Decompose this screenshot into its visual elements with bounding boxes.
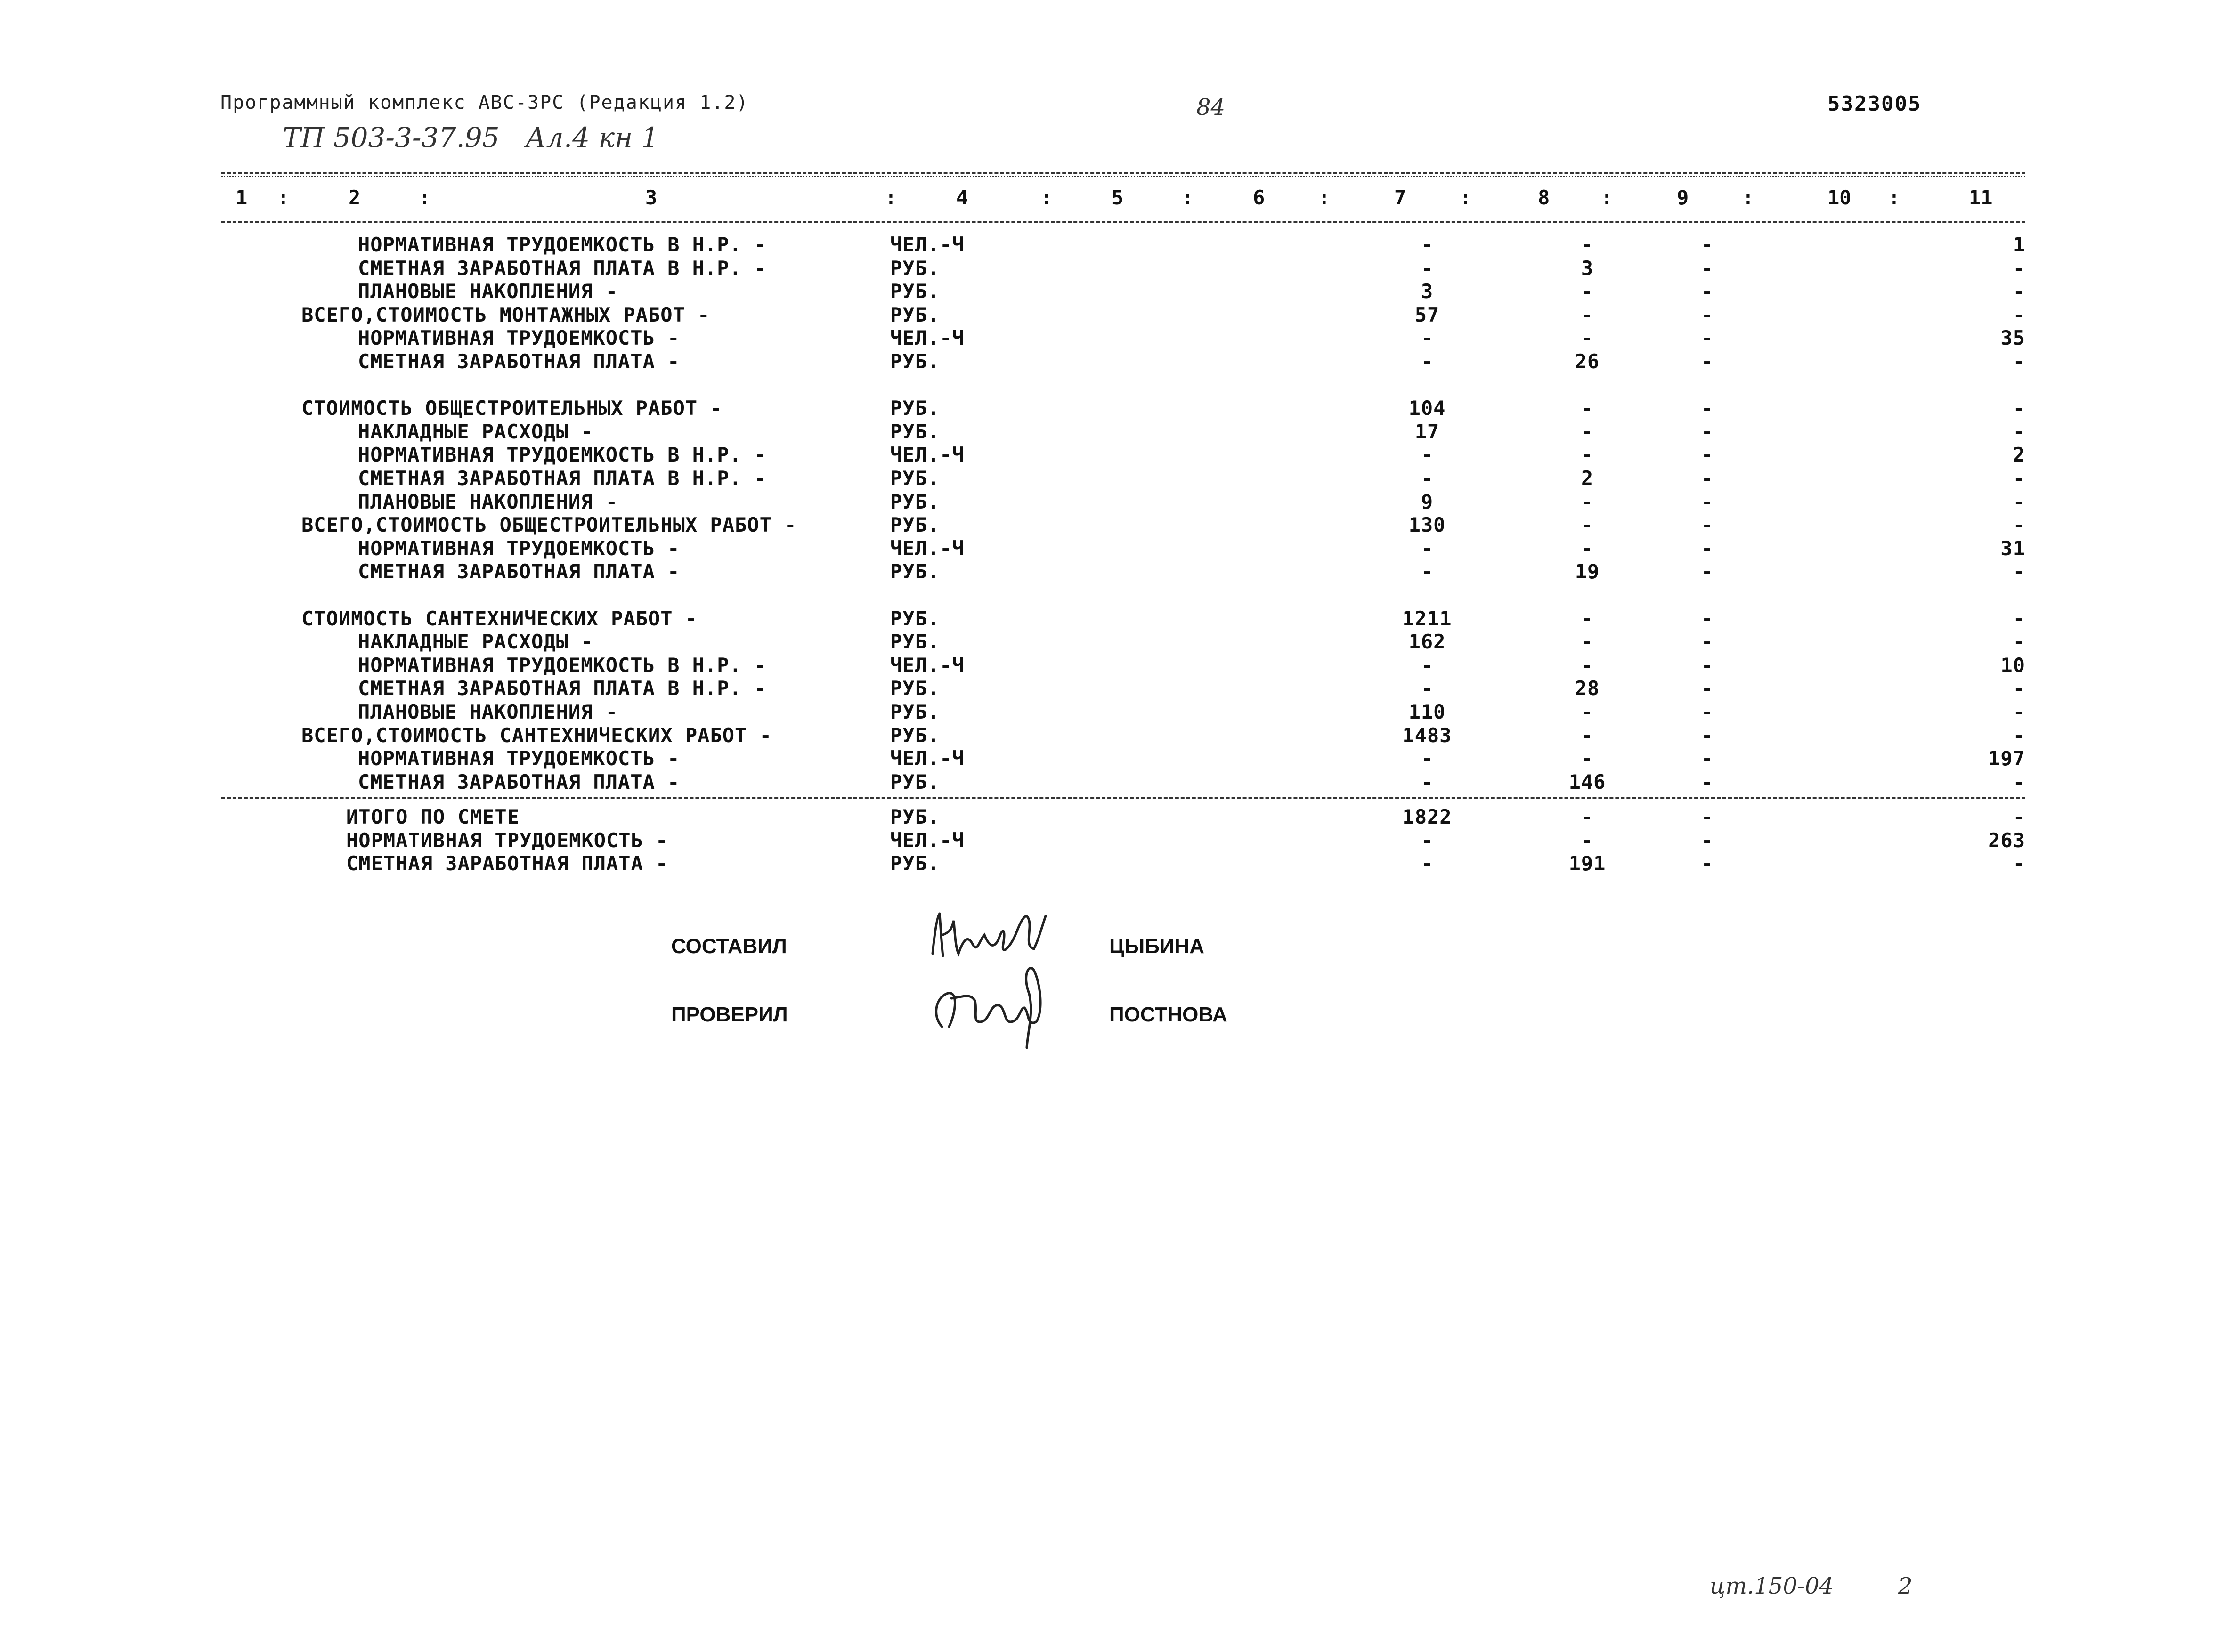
col9-value: - bbox=[1701, 233, 1714, 256]
table-row bbox=[0, 677, 2225, 700]
handwritten-sheet-number: 2 bbox=[1898, 1573, 1913, 1599]
row-unit: ЧЕЛ.-Ч bbox=[890, 829, 965, 852]
col8-value: 26 bbox=[1575, 350, 1600, 373]
col9-value: - bbox=[1701, 303, 1714, 326]
col8-value: 146 bbox=[1568, 770, 1606, 794]
table-row bbox=[0, 747, 2225, 770]
table-row bbox=[0, 537, 2225, 560]
col11-value: - bbox=[2013, 257, 2025, 280]
col7-value: - bbox=[1421, 443, 1434, 466]
col8-value: - bbox=[1581, 280, 1594, 303]
column-number: 7 bbox=[1394, 186, 1406, 209]
row-label: СТОИМОСТЬ САНТЕХНИЧЕСКИХ РАБОТ - bbox=[301, 607, 698, 630]
row-unit: РУБ. bbox=[890, 560, 940, 583]
row-unit: РУБ. bbox=[890, 490, 940, 513]
col11-value: - bbox=[2013, 630, 2025, 653]
row-unit: ЧЕЛ.-Ч bbox=[890, 747, 965, 770]
row-unit: РУБ. bbox=[890, 630, 940, 653]
row-unit: ЧЕЛ.-Ч bbox=[890, 443, 965, 466]
row-unit: ЧЕЛ.-Ч bbox=[890, 654, 965, 677]
col11-value: 35 bbox=[2000, 326, 2025, 349]
column-number: 5 bbox=[1112, 186, 1124, 209]
row-unit: РУБ. bbox=[890, 303, 940, 326]
row-label: ВСЕГО,СТОИМОСТЬ ОБЩЕСТРОИТЕЛЬНЫХ РАБОТ - bbox=[301, 513, 797, 536]
col9-value: - bbox=[1701, 829, 1714, 852]
column-number: 10 bbox=[1827, 186, 1851, 209]
col9-value: - bbox=[1701, 607, 1714, 630]
col7-value: 9 bbox=[1421, 490, 1434, 513]
table-header-bottom-rule bbox=[221, 221, 2025, 223]
table-row bbox=[0, 350, 2225, 373]
col9-value: - bbox=[1701, 420, 1714, 443]
page-number: 84 bbox=[1196, 94, 1226, 121]
col8-value: - bbox=[1581, 537, 1594, 560]
col11-value: - bbox=[2013, 805, 2025, 828]
table-row bbox=[0, 443, 2225, 467]
table-row bbox=[0, 326, 2225, 350]
row-unit: РУБ. bbox=[890, 397, 940, 420]
row-label: ВСЕГО,СТОИМОСТЬ САНТЕХНИЧЕСКИХ РАБОТ - bbox=[301, 724, 772, 747]
col9-value: - bbox=[1701, 805, 1714, 828]
row-label: СМЕТНАЯ ЗАРАБОТНАЯ ПЛАТА В Н.Р. - bbox=[358, 677, 767, 700]
col8-value: - bbox=[1581, 724, 1594, 747]
col8-value: 191 bbox=[1568, 852, 1606, 875]
handwritten-reference: ТП 503-3-37.95 Ал.4 кн 1 bbox=[283, 121, 659, 154]
col9-value: - bbox=[1701, 513, 1714, 536]
column-separator: : bbox=[278, 187, 289, 208]
table-row bbox=[0, 467, 2225, 490]
col8-value: - bbox=[1581, 805, 1594, 828]
col11-value: - bbox=[2013, 724, 2025, 747]
row-unit: РУБ. bbox=[890, 724, 940, 747]
col11-value: 10 bbox=[2000, 654, 2025, 677]
col9-value: - bbox=[1701, 397, 1714, 420]
col11-value: - bbox=[2013, 420, 2025, 443]
col7-value: 162 bbox=[1408, 630, 1446, 653]
col11-value: - bbox=[2013, 677, 2025, 700]
col8-value: - bbox=[1581, 607, 1594, 630]
table-row bbox=[0, 303, 2225, 327]
table-row bbox=[0, 560, 2225, 583]
col11-value: - bbox=[2013, 350, 2025, 373]
col7-value: - bbox=[1421, 326, 1434, 349]
col8-value: 19 bbox=[1575, 560, 1600, 583]
col8-value: - bbox=[1581, 630, 1594, 653]
col9-value: - bbox=[1701, 280, 1714, 303]
row-unit: РУБ. bbox=[890, 677, 940, 700]
col7-value: - bbox=[1421, 233, 1434, 256]
row-unit: РУБ. bbox=[890, 700, 940, 723]
col11-value: - bbox=[2013, 303, 2025, 326]
col7-value: 104 bbox=[1408, 397, 1446, 420]
col7-value: - bbox=[1421, 747, 1434, 770]
column-number: 6 bbox=[1253, 186, 1265, 209]
column-separator: : bbox=[885, 187, 896, 208]
col11-value: - bbox=[2013, 770, 2025, 794]
column-separator: : bbox=[1743, 187, 1754, 208]
table-row bbox=[0, 630, 2225, 654]
col7-value: 3 bbox=[1421, 280, 1434, 303]
row-label: НОРМАТИВНАЯ ТРУДОЕМКОСТЬ - bbox=[358, 747, 680, 770]
row-label: ПЛАНОВЫЕ НАКОПЛЕНИЯ - bbox=[358, 490, 618, 513]
col8-value: - bbox=[1581, 700, 1594, 723]
checked-by-label: ПРОВЕРИЛ bbox=[671, 1003, 788, 1026]
col7-value: - bbox=[1421, 537, 1434, 560]
col7-value: 1483 bbox=[1402, 724, 1452, 747]
col8-value: - bbox=[1581, 829, 1594, 852]
row-label: НАКЛАДНЫЕ РАСХОДЫ - bbox=[358, 630, 593, 653]
col9-value: - bbox=[1701, 677, 1714, 700]
table-row bbox=[0, 420, 2225, 444]
column-separator: : bbox=[1041, 187, 1052, 208]
col7-value: - bbox=[1421, 257, 1434, 280]
row-unit: РУБ. bbox=[890, 852, 940, 875]
col8-value: 2 bbox=[1581, 467, 1594, 490]
col11-value: - bbox=[2013, 560, 2025, 583]
column-number: 2 bbox=[349, 186, 361, 209]
col9-value: - bbox=[1701, 326, 1714, 349]
row-unit: ЧЕЛ.-Ч bbox=[890, 537, 965, 560]
row-unit: РУБ. bbox=[890, 257, 940, 280]
checker-signature bbox=[923, 956, 1064, 1050]
col9-value: - bbox=[1701, 700, 1714, 723]
row-label: НОРМАТИВНАЯ ТРУДОЕМКОСТЬ - bbox=[358, 326, 680, 349]
col11-value: 2 bbox=[2013, 443, 2025, 466]
table-row bbox=[0, 770, 2225, 794]
row-unit: РУБ. bbox=[890, 770, 940, 794]
row-label: СМЕТНАЯ ЗАРАБОТНАЯ ПЛАТА - bbox=[358, 770, 680, 794]
row-label: НАКЛАДНЫЕ РАСХОДЫ - bbox=[358, 420, 593, 443]
table-row bbox=[0, 607, 2225, 631]
col8-value: - bbox=[1581, 654, 1594, 677]
table-row bbox=[0, 397, 2225, 420]
col9-value: - bbox=[1701, 724, 1714, 747]
col11-value: 197 bbox=[1988, 747, 2025, 770]
col8-value: 28 bbox=[1575, 677, 1600, 700]
table-row bbox=[0, 654, 2225, 677]
col8-value: - bbox=[1581, 397, 1594, 420]
col8-value: - bbox=[1581, 303, 1594, 326]
column-number: 4 bbox=[956, 186, 968, 209]
row-unit: ЧЕЛ.-Ч bbox=[890, 326, 965, 349]
col7-value: - bbox=[1421, 829, 1434, 852]
row-label: ВСЕГО,СТОИМОСТЬ МОНТАЖНЫХ РАБОТ - bbox=[301, 303, 710, 326]
handwritten-archive-code: цт.150-04 bbox=[1710, 1573, 1834, 1599]
composed-by-name: ЦЫБИНА bbox=[1109, 935, 1205, 958]
col8-value: - bbox=[1581, 747, 1594, 770]
col9-value: - bbox=[1701, 467, 1714, 490]
row-unit: РУБ. bbox=[890, 350, 940, 373]
row-label: СМЕТНАЯ ЗАРАБОТНАЯ ПЛАТА В Н.Р. - bbox=[358, 467, 767, 490]
row-unit: РУБ. bbox=[890, 467, 940, 490]
composed-by-label: СОСТАВИЛ bbox=[671, 935, 787, 958]
table-row bbox=[0, 724, 2225, 747]
table-row bbox=[0, 280, 2225, 303]
row-unit: РУБ. bbox=[890, 607, 940, 630]
table-row bbox=[0, 700, 2225, 724]
checked-by-name: ПОСТНОВА bbox=[1109, 1003, 1227, 1026]
table-row bbox=[0, 829, 2225, 852]
row-label: СТОИМОСТЬ ОБЩЕСТРОИТЕЛЬНЫХ РАБОТ - bbox=[301, 397, 723, 420]
column-separator: : bbox=[1182, 187, 1193, 208]
table-row bbox=[0, 513, 2225, 537]
col7-value: - bbox=[1421, 350, 1434, 373]
col9-value: - bbox=[1701, 770, 1714, 794]
col7-value: 130 bbox=[1408, 513, 1446, 536]
column-separator: : bbox=[1889, 187, 1900, 208]
column-separator: : bbox=[1319, 187, 1330, 208]
row-label: СМЕТНАЯ ЗАРАБОТНАЯ ПЛАТА - bbox=[346, 852, 668, 875]
table-row bbox=[0, 233, 2225, 257]
row-unit: РУБ. bbox=[890, 280, 940, 303]
col11-value: 31 bbox=[2000, 537, 2025, 560]
column-number: 9 bbox=[1677, 186, 1689, 209]
col11-value: - bbox=[2013, 467, 2025, 490]
col11-value: - bbox=[2013, 280, 2025, 303]
col11-value: - bbox=[2013, 700, 2025, 723]
row-unit: РУБ. bbox=[890, 513, 940, 536]
col11-value: - bbox=[2013, 852, 2025, 875]
row-label: НОРМАТИВНАЯ ТРУДОЕМКОСТЬ - bbox=[346, 829, 668, 852]
table-row bbox=[0, 805, 2225, 829]
row-label: СМЕТНАЯ ЗАРАБОТНАЯ ПЛАТА - bbox=[358, 560, 680, 583]
table-top-rule bbox=[221, 172, 2025, 174]
col11-value: - bbox=[2013, 607, 2025, 630]
document-code: 5323005 bbox=[1827, 92, 1922, 116]
row-label: СМЕТНАЯ ЗАРАБОТНАЯ ПЛАТА В Н.Р. - bbox=[358, 257, 767, 280]
col8-value: - bbox=[1581, 233, 1594, 256]
col7-value: - bbox=[1421, 467, 1434, 490]
col9-value: - bbox=[1701, 443, 1714, 466]
col9-value: - bbox=[1701, 490, 1714, 513]
col11-value: 1 bbox=[2013, 233, 2025, 256]
col9-value: - bbox=[1701, 257, 1714, 280]
col9-value: - bbox=[1701, 350, 1714, 373]
col9-value: - bbox=[1701, 537, 1714, 560]
col7-value: - bbox=[1421, 654, 1434, 677]
col9-value: - bbox=[1701, 560, 1714, 583]
col8-value: 3 bbox=[1581, 257, 1594, 280]
row-unit: ЧЕЛ.-Ч bbox=[890, 233, 965, 256]
table-row bbox=[0, 490, 2225, 514]
row-label: ИТОГО ПО СМЕТЕ bbox=[346, 805, 520, 828]
col8-value: - bbox=[1581, 420, 1594, 443]
col11-value: - bbox=[2013, 513, 2025, 536]
col11-value: - bbox=[2013, 397, 2025, 420]
column-separator: : bbox=[419, 187, 430, 208]
row-label: НОРМАТИВНАЯ ТРУДОЕМКОСТЬ В Н.Р. - bbox=[358, 443, 767, 466]
row-label: НОРМАТИВНАЯ ТРУДОЕМКОСТЬ В Н.Р. - bbox=[358, 654, 767, 677]
column-number: 11 bbox=[1969, 186, 1993, 209]
table-row bbox=[0, 257, 2225, 280]
col7-value: 110 bbox=[1408, 700, 1446, 723]
col8-value: - bbox=[1581, 326, 1594, 349]
column-number: 3 bbox=[645, 186, 658, 209]
table-top-rule-double bbox=[221, 176, 2025, 177]
col7-value: - bbox=[1421, 770, 1434, 794]
col9-value: - bbox=[1701, 852, 1714, 875]
row-unit: РУБ. bbox=[890, 420, 940, 443]
col9-value: - bbox=[1701, 654, 1714, 677]
row-label: НОРМАТИВНАЯ ТРУДОЕМКОСТЬ - bbox=[358, 537, 680, 560]
table-row bbox=[0, 852, 2225, 875]
col7-value: 1211 bbox=[1402, 607, 1452, 630]
row-label: ПЛАНОВЫЕ НАКОПЛЕНИЯ - bbox=[358, 700, 618, 723]
col7-value: - bbox=[1421, 560, 1434, 583]
column-number: 8 bbox=[1538, 186, 1550, 209]
col7-value: - bbox=[1421, 852, 1434, 875]
column-number: 1 bbox=[235, 186, 248, 209]
totals-separator-rule bbox=[221, 797, 2025, 799]
col9-value: - bbox=[1701, 747, 1714, 770]
program-title: Программный комплекс АВС-ЗРС (Редакция 1.2) bbox=[220, 92, 749, 113]
col8-value: - bbox=[1581, 513, 1594, 536]
col7-value: - bbox=[1421, 677, 1434, 700]
row-label: СМЕТНАЯ ЗАРАБОТНАЯ ПЛАТА - bbox=[358, 350, 680, 373]
column-separator: : bbox=[1601, 187, 1612, 208]
col7-value: 1822 bbox=[1402, 805, 1452, 828]
col11-value: 263 bbox=[1988, 829, 2025, 852]
col9-value: - bbox=[1701, 630, 1714, 653]
row-label: НОРМАТИВНАЯ ТРУДОЕМКОСТЬ В Н.Р. - bbox=[358, 233, 767, 256]
col7-value: 17 bbox=[1414, 420, 1440, 443]
row-unit: РУБ. bbox=[890, 805, 940, 828]
col8-value: - bbox=[1581, 490, 1594, 513]
row-label: ПЛАНОВЫЕ НАКОПЛЕНИЯ - bbox=[358, 280, 618, 303]
col7-value: 57 bbox=[1414, 303, 1440, 326]
column-separator: : bbox=[1460, 187, 1471, 208]
col11-value: - bbox=[2013, 490, 2025, 513]
col8-value: - bbox=[1581, 443, 1594, 466]
